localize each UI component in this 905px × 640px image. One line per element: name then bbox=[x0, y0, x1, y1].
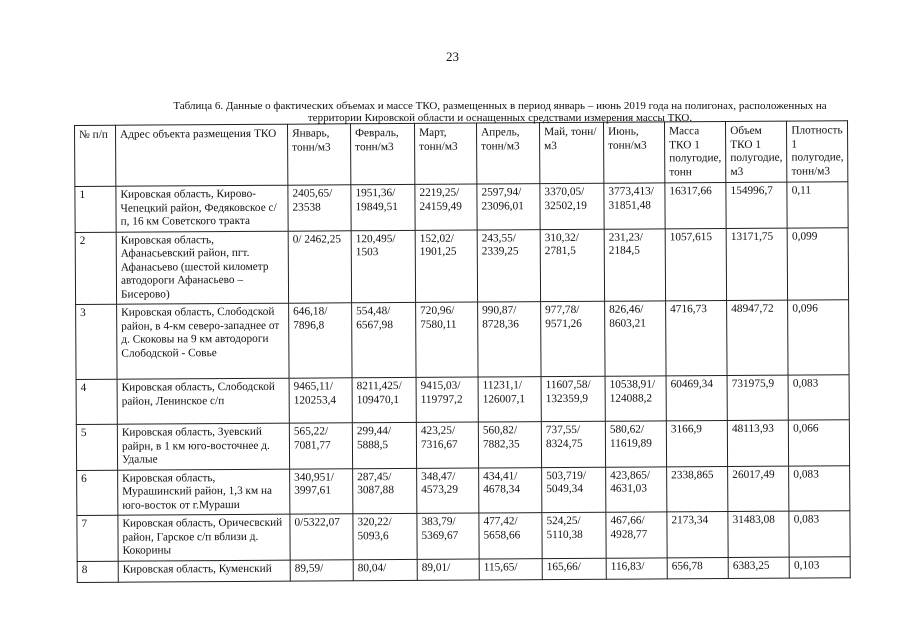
table-cell: 9415,03/ 119797,2 bbox=[416, 377, 478, 422]
table-cell: 0,099 bbox=[787, 227, 849, 300]
table-cell: 13171,75 bbox=[726, 228, 788, 301]
table-cell: 554,48/ 6567,98 bbox=[352, 302, 416, 377]
table-cell: Кировская область, Мурашинский район, 1,3 км на юго-восток от г.Мураши bbox=[118, 469, 290, 516]
table-cell: 11231,1/ 126007,1 bbox=[478, 377, 541, 422]
table-cell: 165,66/ bbox=[542, 558, 606, 579]
header-cell: Март, тонн/м3 bbox=[414, 123, 476, 184]
table-cell: 0,083 bbox=[788, 375, 849, 420]
table-cell: 2173,34 bbox=[667, 512, 728, 558]
table-cell: 3773,413/ 31851,48 bbox=[604, 183, 665, 229]
table-cell: 243,55/ 2339,25 bbox=[477, 229, 540, 302]
table-row bbox=[76, 300, 850, 380]
table-row bbox=[77, 511, 851, 561]
table-cell: 48113,93 bbox=[727, 420, 788, 466]
table-cell: 48947,72 bbox=[727, 300, 789, 375]
table-cell: 731975,9 bbox=[727, 375, 788, 420]
table-cell: 4716,73 bbox=[666, 301, 728, 376]
table-cell: 3 bbox=[76, 304, 117, 379]
table-cell: 115,65/ bbox=[479, 558, 542, 579]
table-row bbox=[76, 375, 850, 425]
header-cell: Январь, тонн/м3 bbox=[287, 124, 350, 185]
table-cell: Кировская область, Слободской район, Ленинское с/п bbox=[117, 378, 289, 424]
table-cell: 737,55/ 8324,75 bbox=[541, 421, 605, 467]
table-cell: Кировская область, Куменский bbox=[118, 560, 290, 582]
table-cell: 116,83/ bbox=[606, 557, 667, 578]
header-cell: Плотность 1 полугодие, тонн/м3 bbox=[787, 121, 849, 182]
table-cell: 656,78 bbox=[667, 557, 728, 578]
table-cell: 423,25/ 7316,67 bbox=[416, 422, 478, 468]
table-cell: 2597,94/ 23096,01 bbox=[477, 184, 540, 230]
table-row bbox=[75, 227, 849, 304]
table-cell: 60469,34 bbox=[666, 376, 727, 421]
table-cell: 9465,11/ 120253,4 bbox=[289, 378, 352, 423]
table-cell: 89,59/ bbox=[290, 559, 353, 580]
table-cell: 11607,58/ 132359,9 bbox=[541, 376, 605, 421]
table-cell: 154996,7 bbox=[726, 182, 787, 228]
header-cell: № п/п bbox=[75, 125, 116, 186]
table-cell: 977,78/ 9571,26 bbox=[541, 301, 605, 376]
table-cell: 383,79/ 5369,67 bbox=[417, 513, 479, 559]
table-cell: 0/ 2462,25 bbox=[288, 230, 351, 303]
table-cell: 2405,65/ 23538 bbox=[288, 185, 351, 231]
table-cell: 0,066 bbox=[789, 420, 850, 466]
table-row bbox=[75, 182, 849, 232]
table-cell: 467,66/ 4928,77 bbox=[606, 512, 667, 558]
page-number: 23 bbox=[446, 49, 459, 64]
table-cell: 990,87/ 8728,36 bbox=[478, 302, 541, 377]
header-cell: Май, тонн/м3 bbox=[539, 122, 603, 183]
table-cell: 348,47/ 4573,29 bbox=[417, 468, 479, 514]
table-cell: 0,083 bbox=[789, 511, 850, 557]
table-row bbox=[76, 420, 850, 470]
table-cell: 1951,36/ 19849,51 bbox=[351, 184, 415, 230]
table-cell: 120,495/ 1503 bbox=[351, 230, 415, 303]
header-cell: Объем ТКО 1 полугодие, м3 bbox=[726, 121, 788, 182]
table-cell: 6383,25 bbox=[728, 557, 789, 578]
table-cell: Кировская область, Афанасьевский район, пгт. Афанасьево (шестой километр автодороги Афанасьево – Бисерово) bbox=[116, 231, 288, 305]
table-cell: 0,103 bbox=[789, 556, 850, 577]
table-container bbox=[74, 120, 851, 582]
tko-table bbox=[74, 120, 851, 582]
table-cell: 0/5322,07 bbox=[290, 514, 353, 560]
header-cell: Адрес объекта размещения ТКО bbox=[116, 124, 288, 186]
table-cell: 16317,66 bbox=[665, 183, 726, 229]
table-cell: 2 bbox=[75, 232, 116, 305]
table-cell: 560,82/ 7882,35 bbox=[478, 422, 541, 468]
table-cell: 4 bbox=[76, 379, 117, 424]
table-cell: 720,96/ 7580,11 bbox=[416, 302, 478, 377]
table-cell: 80,04/ bbox=[353, 559, 417, 580]
table-cell: 31483,08 bbox=[728, 511, 789, 557]
table-cell: 434,41/ 4678,34 bbox=[479, 467, 542, 513]
header-cell: Апрель, тонн/м3 bbox=[476, 123, 539, 184]
table-cell: Кировская область, Кирово-Чепецкий район, Федяковское с/п, 16 км Советского тракта bbox=[116, 185, 288, 232]
table-cell: Кировская область, Зуевский райрн, в 1 км юго-восточнее д. Удалые bbox=[117, 423, 289, 470]
table-cell: 565,22/ 7081,77 bbox=[289, 423, 352, 469]
table-cell: 580,62/ 11619,89 bbox=[605, 421, 666, 467]
table-cell: 1057,615 bbox=[665, 228, 727, 301]
table-cell: 0,083 bbox=[789, 465, 850, 511]
table-cell: 340,951/ 3997,61 bbox=[290, 468, 353, 514]
table-cell: 26017,49 bbox=[728, 466, 789, 512]
table-cell: 8 bbox=[77, 561, 118, 582]
table-cell: 3166,9 bbox=[666, 421, 727, 467]
header-cell: Февраль, тонн/м3 bbox=[350, 123, 414, 184]
table-cell: 423,865/ 4631,03 bbox=[606, 466, 667, 512]
table-cell: 2338,865 bbox=[667, 466, 728, 512]
table-cell: 287,45/ 3087,88 bbox=[353, 468, 417, 514]
table-cell: 6 bbox=[77, 470, 118, 516]
table-cell: 0,11 bbox=[787, 182, 848, 228]
table-cell: 89,01/ bbox=[417, 559, 479, 580]
table-row bbox=[77, 465, 851, 515]
table-cell: 10538,91/ 124088,2 bbox=[605, 376, 666, 421]
header-cell: Масса ТКО 1 полугодие, тонн bbox=[664, 122, 725, 183]
table-cell: 0,096 bbox=[788, 300, 850, 375]
header-cell: Июнь, тонн/м3 bbox=[603, 122, 664, 183]
table-cell: 477,42/ 5658,66 bbox=[479, 513, 542, 559]
table-cell: Кировская область, Оричесвский район, Гарское с/п вблизи д. Кокорины bbox=[118, 514, 290, 561]
table-cell: 320,22/ 5093,6 bbox=[353, 513, 417, 559]
table-cell: 524,25/ 5110,38 bbox=[542, 512, 606, 558]
table-cell: 1 bbox=[75, 186, 116, 232]
table-cell: 5 bbox=[76, 424, 117, 470]
table-cell: 299,44/ 5888,5 bbox=[352, 422, 416, 468]
table-cell: 152,02/ 1901,25 bbox=[415, 230, 477, 303]
header-row bbox=[75, 121, 849, 187]
table-cell: 646,18/ 7896,8 bbox=[289, 303, 352, 378]
table-cell: Кировская область, Слободской район, в 4-км северо-западнее от д. Скоковы на 9 км автодороги Слободской - Совье bbox=[117, 303, 289, 379]
table-caption: Таблица 6. Данные о фактических объемах и массе ТКО, размещенных в период январь – июнь 2019 года на полигонах, расположенных на территории Кировской области и оснащенных средствами измерения массы ТКО. bbox=[173, 100, 827, 124]
table-cell: 503,719/ 5049,34 bbox=[542, 467, 606, 513]
table-cell: 310,32/ 2781,5 bbox=[540, 229, 604, 302]
table-cell: 826,46/ 8603,21 bbox=[605, 301, 666, 376]
table-cell: 8211,425/ 109470,1 bbox=[352, 377, 416, 422]
table-cell: 3370,05/ 32502,19 bbox=[540, 183, 604, 229]
table-cell: 2219,25/ 24159,49 bbox=[415, 184, 477, 230]
table-cell: 231,23/ 2184,5 bbox=[604, 228, 665, 301]
table-cell: 7 bbox=[77, 515, 118, 561]
table-row bbox=[77, 556, 851, 582]
